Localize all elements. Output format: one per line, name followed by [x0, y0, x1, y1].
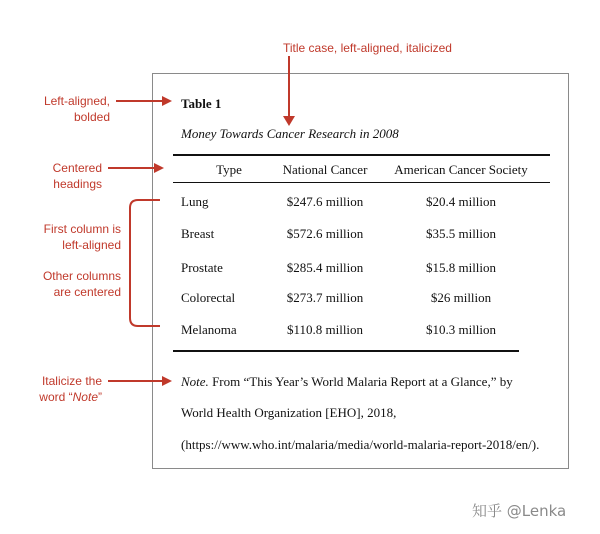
note-word: Note.	[181, 374, 209, 389]
headings-annotation-line2: headings	[53, 177, 102, 191]
label-annotation-line1: Left-aligned,	[43, 94, 110, 108]
cell-type-prostate: Prostate	[181, 260, 223, 275]
headings-annotation-line1: Centered	[52, 161, 102, 175]
other-columns-annotation-line1: Other columns	[42, 269, 121, 283]
note-annotation-line2: word “Note”	[39, 390, 102, 404]
table-label: Table 1	[181, 96, 222, 111]
note-source-text: From “This Year’s World Malaria Report at a Glance,” by	[208, 374, 513, 389]
cell-national-prostate: $285.4 million	[286, 260, 364, 275]
first-column-annotation-line2: left-aligned	[62, 238, 121, 252]
watermark: 知乎 @Lenka	[472, 502, 567, 520]
note-arrowhead	[162, 376, 172, 386]
title-annotation: Title case, left-aligned, italicized	[283, 41, 452, 55]
cell-type-colorectal: Colorectal	[181, 290, 236, 305]
label-annotation-line2: bolded	[73, 110, 110, 124]
cell-type-melanoma: Melanoma	[181, 322, 237, 337]
title-arrowhead	[283, 116, 295, 126]
other-columns-annotation-line2: are centered	[53, 285, 121, 299]
header-type: Type	[216, 162, 242, 177]
cell-type-breast: Breast	[181, 226, 215, 241]
header-american-cancer-society: American Cancer Society	[394, 162, 528, 177]
cell-acs-prostate: $15.8 million	[425, 260, 497, 275]
cell-acs-breast: $35.5 million	[425, 226, 497, 241]
cell-acs-lung: $20.4 million	[425, 194, 497, 209]
cell-type-lung: Lung	[181, 194, 209, 209]
rows-brace	[130, 200, 160, 326]
label-arrowhead	[162, 96, 172, 106]
first-column-annotation-line1: First column is	[43, 222, 121, 236]
cell-acs-colorectal: $26 million	[430, 290, 492, 305]
cell-national-melanoma: $110.8 million	[286, 322, 364, 337]
table-note-line3: (https://www.who.int/malaria/media/world-malaria-report-2018/en/).	[181, 437, 540, 452]
note-annotation-line1: Italicize the	[41, 374, 102, 388]
header-national-cancer: National Cancer	[282, 162, 368, 177]
cell-national-breast: $572.6 million	[286, 226, 364, 241]
cell-national-colorectal: $273.7 million	[286, 290, 364, 305]
cell-national-lung: $247.6 million	[286, 194, 364, 209]
headings-arrowhead	[154, 163, 164, 173]
table-note-line2: World Health Organization [EHO], 2018,	[181, 405, 397, 420]
table-title: Money Towards Cancer Research in 2008	[181, 126, 399, 141]
cell-acs-melanoma: $10.3 million	[425, 322, 497, 337]
